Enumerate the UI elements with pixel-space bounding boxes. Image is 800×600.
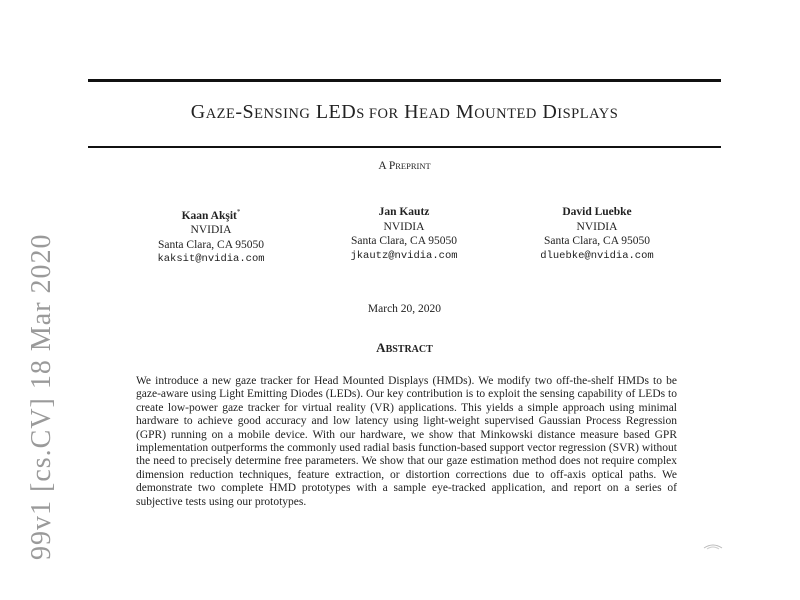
small-caps-segment: OUNTED: [474, 106, 537, 122]
author-affiliation: NVIDIA: [190, 224, 232, 237]
text-segment: -S: [235, 101, 255, 123]
text-segment: M: [450, 101, 475, 123]
text-segment: A: [376, 340, 386, 355]
author-email[interactable]: dluebke@nvidia.com: [540, 249, 654, 262]
text-segment: G: [190, 101, 206, 123]
small-caps-segment: S FOR: [356, 106, 399, 122]
preprint-label: [88, 160, 721, 172]
author-email[interactable]: jkautz@nvidia.com: [350, 249, 458, 262]
text-segment: H: [398, 101, 420, 123]
author-location: Santa Clara, CA 95050: [350, 235, 458, 247]
author-name: David Luebke: [562, 206, 632, 218]
text-segment: LED: [310, 101, 357, 123]
abstract-heading: [88, 340, 721, 356]
small-caps-segment: ISPLAYS: [557, 106, 619, 122]
author-block: [116, 205, 306, 267]
small-caps-segment: REPRINT: [395, 161, 431, 171]
author-block: [309, 205, 499, 263]
small-caps-segment: ENSING: [254, 106, 311, 122]
publication-date: March 20, 2020: [367, 303, 442, 315]
abstract-text: We introduce a new gaze tracker for Head Mounted Displays (HMDs). We modify two off-the-shelf HMDs to be gaze-aware using Light Emitting Diodes (LEDs). Our key contribution is to exploit the sensing capability of LEDs to create low-power gaze tracker for virtual reality (VR) applications. This yields a simple approach using minimal hardware to achieve good accuracy and low latency using light-weight supervised Gaussian Process Regression (GPR) running on a mobile device. With our hardware, we show that Minkowski distance measure based GPR implementation outperforms the commonly used radial basis function-based support vector regression (SVR) without the need to precisely determine free parameters. We show that our gaze estimation method does not require complex dimension reduction techniques, feature extraction, or distortion corrections due to off-axis optical paths. We demonstrate two complete HMD prototypes with a sample eye-tracked application, and report on a series of subjective tests using our prototypes.: [136, 375, 677, 508]
small-caps-segment: AZE: [205, 106, 236, 122]
author-affiliation: NVIDIA: [576, 220, 618, 233]
author-location: Santa Clara, CA 95050: [543, 235, 651, 247]
small-caps-segment: BSTRACT: [385, 344, 433, 355]
paper-title: [88, 101, 721, 124]
arxiv-identifier-stamp: 99v1 [cs.CV] 18 Mar 2020: [26, 233, 57, 560]
title-rule-bottom: [88, 146, 721, 148]
author-name: Jan Kautz: [378, 206, 430, 218]
text-segment: D: [536, 101, 558, 123]
scan-artifact-mark: [702, 541, 724, 551]
text-segment: A P: [378, 160, 396, 172]
author-block: [502, 205, 692, 263]
author-name: Kaan Akşit*: [181, 208, 241, 222]
author-location: Santa Clara, CA 95050: [157, 238, 265, 251]
author-email[interactable]: kaksit@nvidia.com: [157, 253, 265, 266]
title-rule-top: [88, 79, 721, 82]
author-affiliation: NVIDIA: [383, 220, 425, 233]
small-caps-segment: EAD: [419, 106, 451, 122]
